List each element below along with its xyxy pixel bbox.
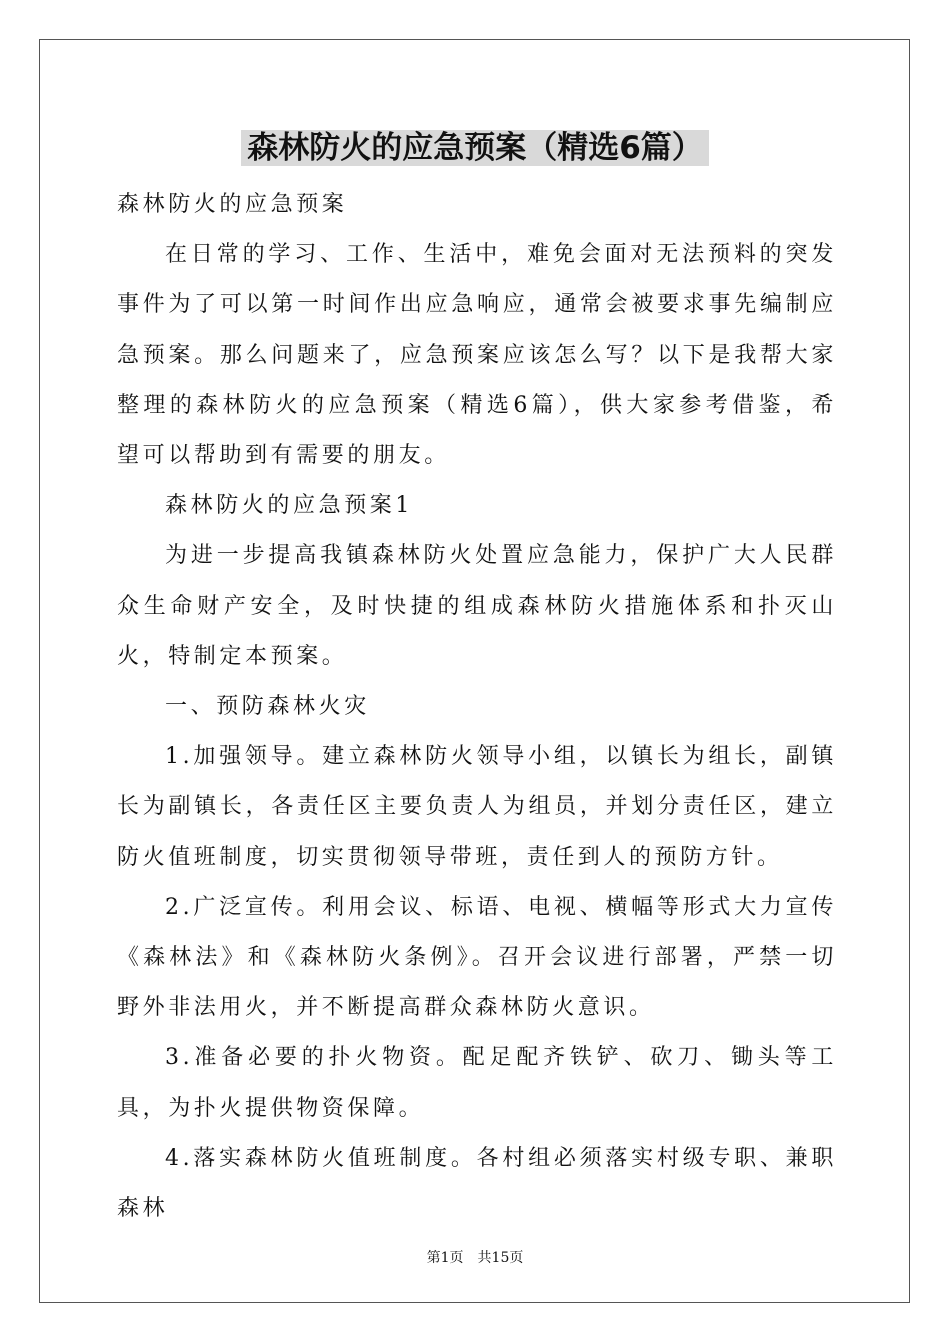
page-footer: [0, 1248, 950, 1268]
paragraph: 1.加强领导。建立森林防火领导小组，以镇长为组长，副镇长为副镇长，各责任区主要负责人为组员，并划分责任区，建立防火值班制度，切实贯彻领导带班，责任到人的预防方针。: [117, 744, 837, 870]
page-total: 共15页: [477, 1250, 524, 1266]
document-title-text: 森林防火的应急预案（精选6篇）: [241, 130, 709, 166]
page-number: 第1页: [426, 1250, 464, 1266]
paragraph: 4.落实森林防火值班制度。各村组必须落实村级专职、兼职森林: [117, 1145, 837, 1222]
paragraph-subheading: 一、预防森林火灾: [165, 694, 370, 720]
document-body: [117, 180, 837, 1234]
paragraph: 为进一步提高我镇森林防火处置应急能力，保护广大人民群众生命财产安全，及时快捷的组成森林防火措施体系和扑灭山火，特制定本预案。: [117, 543, 837, 669]
paragraph-heading: 森林防火的应急预案: [117, 192, 348, 217]
document-title: [0, 126, 950, 170]
paragraph-section-title: 森林防火的应急预案1: [165, 493, 413, 519]
paragraph: 3.准备必要的扑火物资。配足配齐铁铲、砍刀、锄头等工具，为扑火提供物资保障。: [117, 1045, 837, 1121]
paragraph: 2.广泛宣传。利用会议、标语、电视、横幅等形式大力宣传《森林法》和《森林防火条例》。召开会议进行部署，严禁一切野外非法用火，并不断提高群众森林防火意识。: [117, 894, 837, 1021]
paragraph: 在日常的学习、工作、生活中，难免会面对无法预料的突发事件为了可以第一时间作出应急响应，通常会被要求事先编制应急预案。那么问题来了，应急预案应该怎么写？以下是我帮大家整理的森林防火的应急预案（精选6篇），供大家参考借鉴，希望可以帮助到有需要的朋友。: [117, 242, 837, 469]
